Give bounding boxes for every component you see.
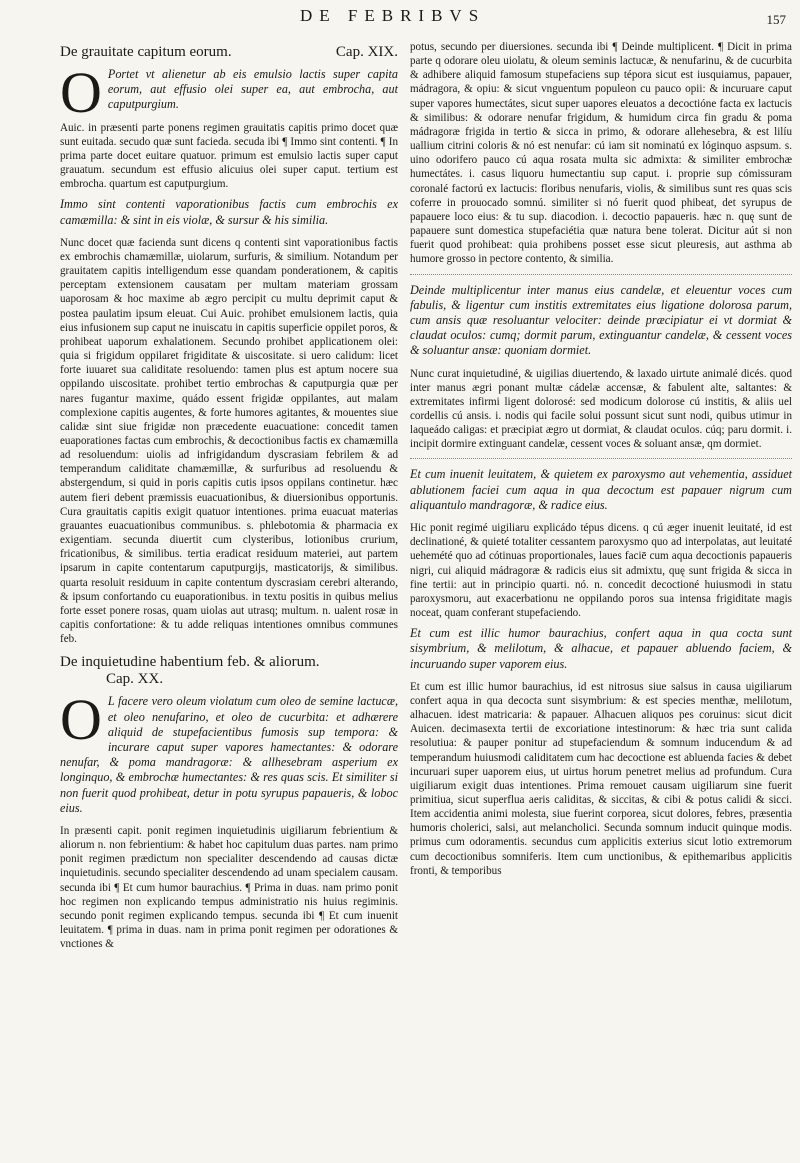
chapter-19-lemma: [60, 60, 398, 125]
commentary-paragraph: Auic. in præsenti parte ponens regimen grauitatis capitis primo docet quæ sunt euitada. secudo quæ sunt facieda. secuda ibi ¶ Immo sint contenti. ¶ In prima parte docet euitare quatuor. primum est emulsio lactis super caput grauatum. secundum est effusio alicuius olei super caput. tertium est embrocha. quartum est caputpurgium.: [60, 121, 398, 191]
page-number: 157: [766, 12, 786, 27]
lemma-text: Et cum est illic humor baurachius, confert aqua in qua cocta sunt sisymbrium, & melilotum, & alhacue, et papauer abluendo faciem, & incuruando super vaporem eius.: [410, 626, 792, 671]
commentary-paragraph: Hic ponit regimé uigiliaru explicádo tépus dicens. q cú æger inuenit leuitaté, id est declinationé, & quieté totaliter cessantem paroxysmo quo ad interpolatas, aut leuitaté uehemété quo ad cótinuas proportionales, laues faciē cum aqua decoctionis papaueris nigri, cui aliquid mádragoræ & radicis eius sit admixtu, quę sunt frigida & sicca in fine tertii: aut in principio quarti. nó. n. concedit decoctioné huiusmodi in statu paroxysmoru, aut exacerbationu ne oppilando poros sua intensa frigiditate magis noceat, quam conferant stupefaciendo.: [410, 522, 792, 619]
lemma-text: Deinde multiplicentur inter manus eius candelæ, et eleuentur voces cum fabulis, & ligentur cum institis extremitates eius ligatione dolorosa parum, cum ansis quæ resoluantur velociter: deinde præcipiatur ei vt dormiat & claudat oculos: cumq; dormit parum, extinguantur candelæ, & cessent voces & soluantur ansæ: quoniam dormiet.: [410, 282, 792, 358]
running-title: DE FEBRIBVS: [300, 6, 486, 25]
separator: [410, 457, 792, 459]
commentary-paragraph: Nunc curat inquietudiné, & uigilias diuertendo, & laxado uirtute animalé dicés. quod inter manus ægri ponant multæ cádelæ accensæ, & fabulent alte, saltantes: & extremitates infirmi ligent dolorosé: sed modicum dolorose cú institis, & aliis uel cordellis cú ansis. i. nodis qui facile solui possunt sicut sunt nodi, quibus utimur in laqueádo caligas: et præcipiat ægro ut dormiat, & claudat oculos. cúq; paru dormit. i. incipit dormire extinguant candelæ, cessent voces & soluant ansæ, qm dormiet.: [410, 367, 792, 451]
commentary-paragraph: potus, secundo per diuersiones. secunda ibi ¶ Deinde multiplicent. ¶ Dicit in prima parte q odorare oleu uiolatu, & oleum seminis lactucæ, & nenufarinu, & de cucurbita & adhibere aliquid famosum stupefaciens sup tépora sicut est iusquiamus, papauer, mádragora, & opiu: & sicut vnguentum populeon cu pauco opii: & incuruare caput super vapores humectátes, sicut super uapores eleuatos a decoctióne facta ex lactucis & similibus: & odorare nenufar frigidum, & humidum circa fin gradu & poma mádragoræ frigida in tertio & sicca in primo, & odorare allehesebra, & est lilíu uallium citrini coloris & nó est nenufar: cú iam sit nominatú ex lóginquo aspsum. s. uino odorifero pauco cú aqua rosata multa sic admixta: & similiter embrochæ humectátes. i. casus liquoru humectantiu sup caput. i. proprie sup cómissuram coronalé factorú ex lactucis: floribus nenufaris, violis, & similibus sunt res quas scis coferre in prouocado somnú. similiter si nó fuerit quod phibeat, det syrupus de papauere loco eius: & tu sup. diacodion. i. decoctio papaueris. hæc n. quę sunt de papauere sunt domestica stupefaciétia quæ natura bene tolerat. Dicitur aút si non fuerit quod prohibeat: quia prohibens posset esse sicut pleuresis, aut asthma ab humore grosso in pectore contento, & similia.: [410, 41, 792, 266]
commentary-paragraph: Nunc docet quæ facienda sunt dicens q contenti sint vaporationibus factis ex embrochis chamæmillæ, uiolarum, surfuris, & similium. Notandum per grauitatem capitis intelligendum esse quandam ponderationem, & capitis perceptam extensionem causatam per multam materiam grossam uaporosam & hoc maxime ab ægro percipit cu multu deprimit caput & postea paulatim ipsum eleuat. Cui Auic. prohibet emulsionem lactis, quia eius infusionem sup caput ne inuiscatu in capitis superficie oppilet poros, & prohibeat uaporum exhalationem. Secundo prohibet applicationem olei: quia si frigidum oppilaret frigiditate & uiscositate. si uero calidum: licet forte iuuaret sua caliditate resoluendo: tamen plus est aptum nocere sua oppilando uiscositate. prohibet tertio embrochas & caputpurgia quæ per nares fugantur maxime, quádo essent frigidæ oppilantes, aut malam complexione capitis augentes, & forte humores agitantes, & mouentes siue calidæ sint siue frigidæ non præcedente euacuatione: concedit tamen euaporationes factas cum embrochis, & decoctionibus factis ex chamæmilla ad resoluendum: uiolis ad infrigidandum dyscrasiam febrilem & ad temperandum caliditate chamæmillæ, & surfuribus ad resoluendu & abstergendum, si quid in poris capitis cutis ipsos oppilans continetur. hæc autem fieri debent præmissis euacuationibus, & diuersionibus opportunis. Cura grauitatis capitis exigit quatuor intentiones. prima euacuat materias grauantes euacuationibus communibus. s. phlebotomia & pharmacia ex exigentiam. secunda diuertit cum clysteribus, lotionibus crurium, fricationibus, & similibus. tertia eradicat residuum materiei, aut partem ipsarum in capite contentarum caputpurgijs, masticatorijs, & similibus. quarta resoluit residuum in capite contentum dyscrasiam cerebri alterando, & ipsum confortando cu euaporationibus. in textu positis in quibus melius forte esset ponere rosas, quam uiolas aut utrasq; multum. n. ualent rosæ in capitis confortatione: & tu adde reliquas intentiones omnibus communes feb.: [60, 236, 398, 646]
drop-initial: O: [60, 60, 102, 125]
chapter-19-title: De grauitate capitum eorum.: [60, 44, 232, 60]
lemma-text: Immo sint contenti vaporationibus factis cum embrochis ex camæmilla: & sint in eis violæ, & sursur & his similia.: [60, 197, 398, 227]
lemma-text: Et cum inuenit leuitatem, & quietem ex paroxysmo aut vehementia, assiduet ablutionem faciei cum aqua in qua decoctum est papauer nigrum cum aliquantulo mandragoræ, & radice eius.: [410, 467, 792, 512]
page-header: [0, 4, 800, 38]
chapter-19-lemma-text: Portet vt alienetur ab eis emulsio lactis super capita eorum, aut effusio olei super ea, aut embrocha, aut caputpurgium.: [107, 67, 398, 112]
chapter-20-number: Cap. XX.: [106, 671, 164, 688]
chapter-20-lemma: [60, 687, 398, 816]
chapter-20-title: De inquietudine habentium feb. & aliorum.: [60, 654, 320, 671]
chapter-20-lemma-text: L facere vero oleum violatum cum oleo de semine lactucæ, et oleo nenufarino, et oleo de cucurbita: et adhærere aliquid de stupefacientibus fumosis sup tempora: & incurare caput super vapores hamectantes: & odorare nenufar, & poma mandragoræ: & allhesebram asperium ex longinquo, & embrochæ humectantes: & res quas scis. Et similiter si non fuerit quod prohibeat, detur in potu syrupus papaueris, & loboc eius.: [60, 694, 398, 815]
commentary-paragraph: In præsenti capit. ponit regimen inquietudinis uigiliarum febrientium & aliorum n. non febrientium: & habet hoc capitulum duas partes. nam primo ponit regimen prædictum non specialiter descendendo ad causas dictæ inquietudinis. secundo specialiter descendendo ad unam specialem causam. secunda ibi ¶ Et cum humor baurachius. ¶ Prima in duas. nam primo ponit hoc regimen non explicando tempus administratio nis huius regiminis. secundo ponit regimen explicando tempus. secunda ibi ¶ Et cum inuenit leuitatem. ¶ prima in duas. nam in prima ponit regimen per odorationes & vnctiones &: [60, 824, 398, 951]
chapter-19-heading: [60, 44, 398, 61]
separator: [410, 273, 792, 275]
chapter-19-number: Cap. XIX.: [335, 44, 398, 60]
drop-initial: O: [60, 687, 102, 753]
right-column: [410, 40, 792, 884]
commentary-paragraph: Et cum est illic humor baurachius, id est nitrosus siue salsus in causa uigiliarum confert aqua in qua decocta sunt sisymbrium: & est species menthæ, melilotum, alhacuen. idest matricaria: & papauer. Alhacuen aliquos pes coruinus: sicut dicit Auicen. decimasexta tertii de excoriatione intestinorum: & hæc tria sunt calida resolutiua: & pauper ponitur ad stupefaciendum & somnum inducendum & ad temperandum huiusmodi caliditatem cum hac decoctione est abluenda facies & debet incuruari super uaporem eius, ut uirtus horum penetret melius ad profundum. Cura uigiliarum exigit duas intentiones. Prima remouet causam uigiliarum sine fuerit primitiua, sicut superflua aeris caliditas, & siccitas, & cibi & potus calidi & sicci. Item accidentia animi molesta, siue fuerint corporea, sicut dolores, febres, præsentia humoris cholerici, salsi, aut melancholici. Secunda somnum inducit quinque modis. primus cum odoramentis. secundus cum applicitis exterius sicut lotio extremorum cum decoctionibus somniferis. Item cum unctionibus, & epithemaribus applicitis fronti, & temporibus: [410, 680, 792, 877]
left-column: [60, 40, 398, 957]
